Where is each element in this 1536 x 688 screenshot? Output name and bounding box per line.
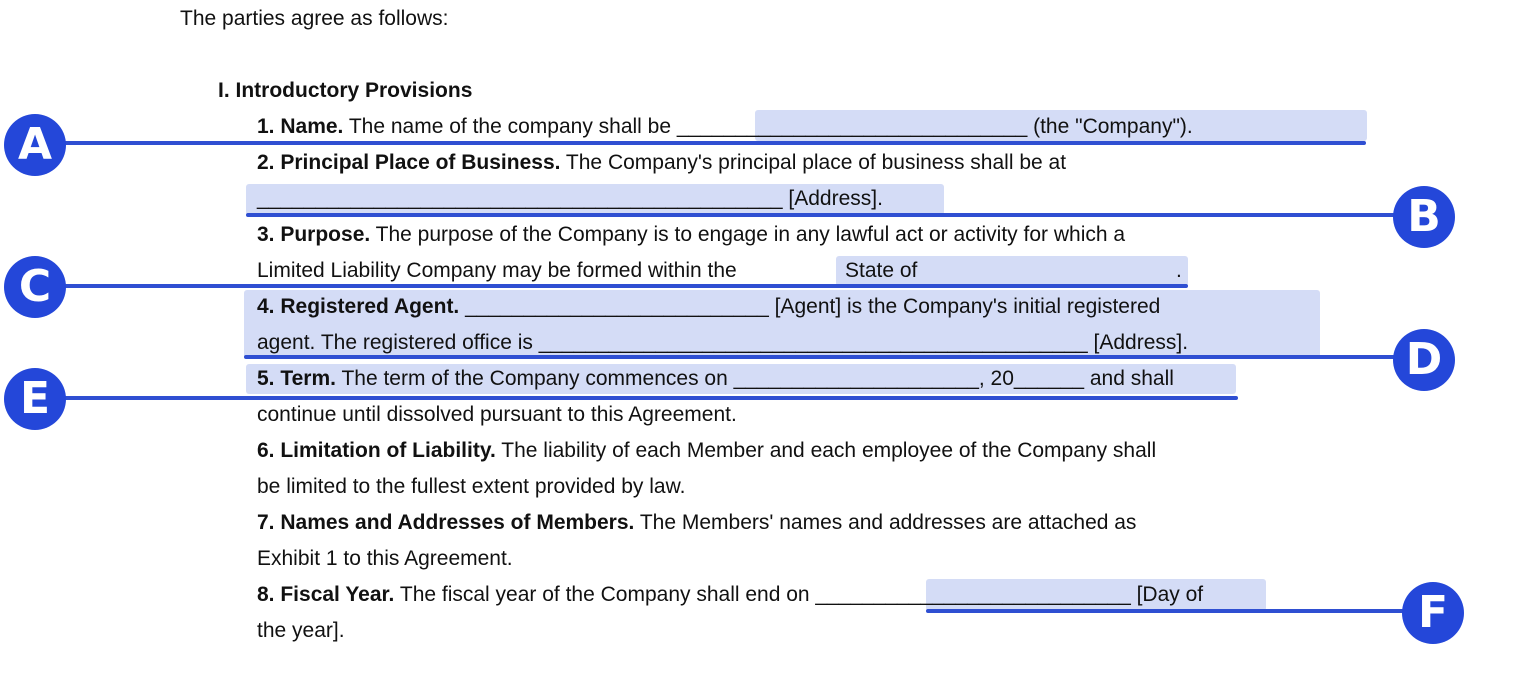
principal-address-field[interactable]: _____________________________________________ [257,187,783,210]
item-members [257,508,1136,538]
fiscal-year-end-field[interactable]: ___________________________ [815,583,1131,606]
item-place-label: 2. Principal Place of Business. [257,151,561,174]
registered-office-field[interactable]: _______________________________________________ [538,331,1088,354]
item-purpose-text2: Limited Liability Company may be formed within the [257,259,737,282]
item-name-text: The name of the company shall be [343,115,677,138]
term-year-field[interactable]: ______ [1013,367,1084,390]
item-place-line2 [257,184,883,214]
item-term-line2: continue until dissolved pursuant to this Agreement. [257,403,737,426]
state-field[interactable] [845,256,917,286]
state-field-end: . [1176,259,1182,282]
intro-text: The parties agree as follows: [180,7,449,30]
callout-e-badge: E [4,368,66,430]
item-fiscal-line2: the year]. [257,619,345,642]
company-name-field[interactable]: ______________________________ [676,115,1028,138]
item-place [257,148,1066,178]
item-term-text: The term of the Company commences on [335,367,734,390]
item-name [257,112,1193,142]
agent-name-field[interactable]: __________________________ [459,295,769,318]
item-name-label: 1. Name. [257,115,344,138]
item-fiscal-label: 8. Fiscal Year. [257,583,395,606]
item-name-suffix: (the "Company"). [1027,115,1193,138]
item-place-suffix: [Address]. [782,187,883,210]
item-term-label: 5. Term. [257,367,336,390]
item-liability [257,436,1156,466]
callout-f-badge: F [1402,582,1464,644]
item-members-line2: Exhibit 1 to this Agreement. [257,547,513,570]
item-agent-label: 4. Registered Agent. [257,295,460,318]
item-fiscal-text: The fiscal year of the Company shall end on [394,583,816,606]
item-purpose-text: The purpose of the Company is to engage in any lawful act or activity for which a [370,223,1126,246]
item-fiscal [257,580,1203,610]
section-title: I. Introductory Provisions [218,79,473,102]
item-members-text: The Members' names and addresses are attached as [634,511,1137,534]
term-date-field[interactable]: _____________________ [733,367,979,390]
callout-a-badge: A [4,114,66,176]
item-agent-suffix2: [Address]. [1087,331,1189,354]
callout-d-badge: D [1393,329,1455,391]
callout-b-badge: B [1393,186,1455,248]
item-purpose [257,220,1125,250]
state-field-prefix: State of [845,259,918,282]
item-liability-label: 6. Limitation of Liability. [257,439,496,462]
item-fiscal-suffix: [Day of [1130,583,1204,606]
item-liability-line2: be limited to the fullest extent provided by law. [257,475,686,498]
item-purpose-line2 [257,256,737,286]
item-agent-text2: agent. The registered office is [257,331,539,354]
item-agent-suffix: [Agent] is the Company's initial registered [768,295,1161,318]
item-purpose-label: 3. Purpose. [257,223,371,246]
item-agent-line2 [257,328,1188,358]
item-place-text: The Company's principal place of business shall be at [560,151,1067,174]
item-term-year: , 20 [978,367,1014,390]
item-term-suffix: and shall [1084,367,1174,390]
callout-c-badge: C [4,256,66,318]
item-members-label: 7. Names and Addresses of Members. [257,511,635,534]
item-agent [257,292,1160,322]
item-term [257,364,1174,394]
item-liability-text: The liability of each Member and each employee of the Company shall [495,439,1157,462]
